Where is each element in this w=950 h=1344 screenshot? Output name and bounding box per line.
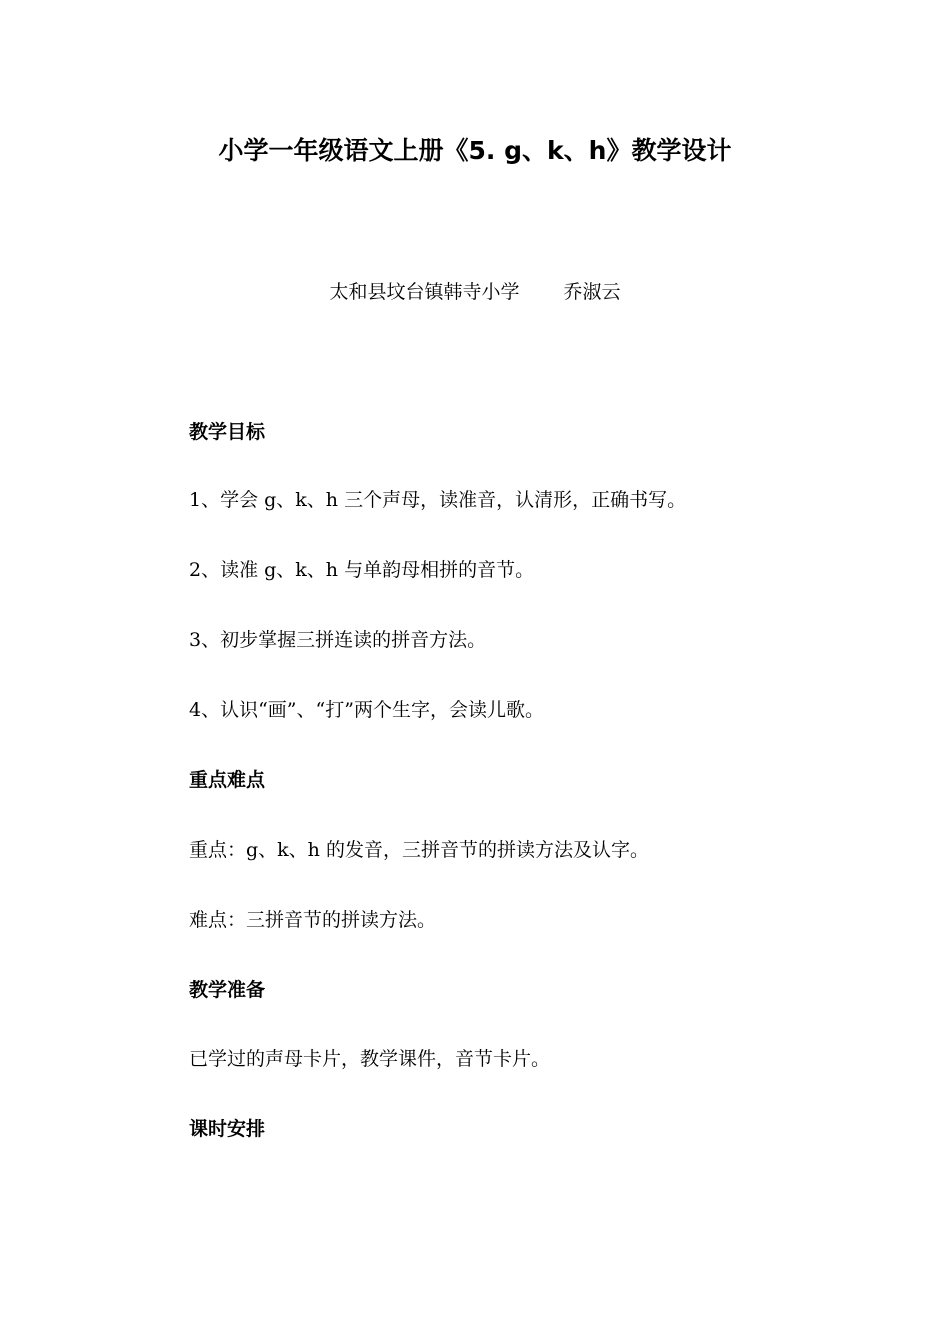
section-heading-objectives: 教学目标 [189,421,266,443]
preparation-text: 已学过的声母卡片，教学课件，音节卡片。 [189,1048,551,1070]
author-name: 乔淑云 [563,281,621,303]
key-point-focus: 重点：g、k、h 的发音，三拼音节的拼读方法及认字。 [189,839,649,861]
objective-item-4: 4、认识“画”、“打”两个生字，会读儿歌。 [189,699,544,721]
author-line [0,276,950,308]
document-title: 小学一年级语文上册《5. g、k、h》教学设计 [218,136,732,165]
objective-item-3: 3、初步掌握三拼连读的拼音方法。 [189,629,487,651]
author-school: 太和县坟台镇韩寺小学 [329,281,520,303]
section-heading-key-points: 重点难点 [189,769,266,791]
section-heading-schedule: 课时安排 [189,1118,266,1140]
objective-item-1: 1、学会 g、k、h 三个声母，读准音，认清形，正确书写。 [189,489,687,511]
key-point-difficulty: 难点：三拼音节的拼读方法。 [189,909,437,931]
objective-item-2: 2、读准 g、k、h 与单韵母相拼的音节。 [189,559,535,581]
section-heading-preparation: 教学准备 [189,979,266,1001]
